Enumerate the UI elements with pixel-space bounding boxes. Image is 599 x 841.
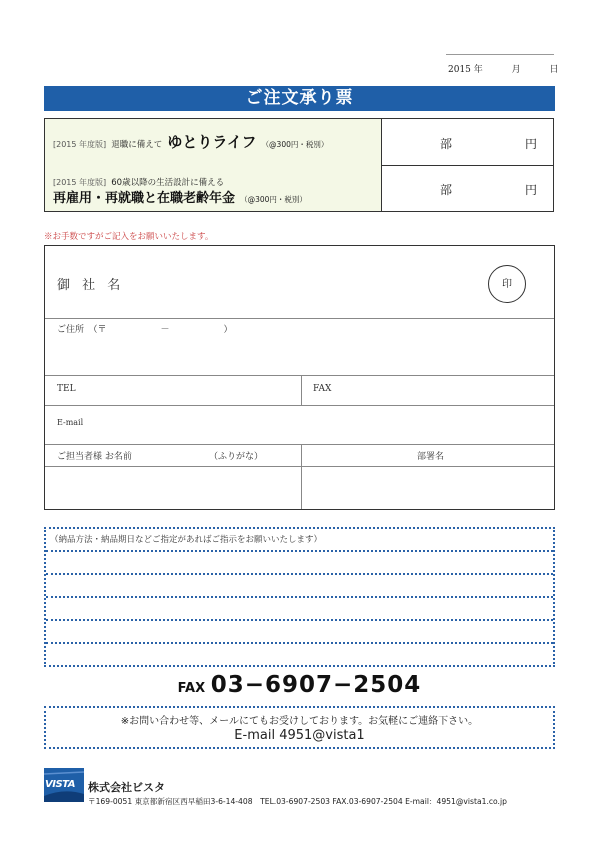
notes-line	[46, 550, 553, 552]
department-label: 部署名	[417, 452, 445, 462]
contact-person-field[interactable]	[45, 467, 301, 509]
product-info	[45, 119, 382, 165]
unit-yen: 円	[525, 137, 538, 151]
furigana-label: （ふりがな）	[209, 452, 264, 462]
notes-hint: （納品方法・納品期日などご指定があればご指示をお願いいたします）	[50, 535, 323, 545]
product-lead: 60歳以降の生活設計に備える	[111, 178, 225, 188]
footer-company-name: 株式会社ビスタ	[88, 781, 165, 794]
unit-copies: 部	[440, 137, 453, 151]
notes-line	[46, 573, 553, 575]
order-form	[44, 245, 555, 510]
product-price: （@300円・税別）	[240, 195, 307, 204]
product-name: 再雇用・再就職と在職老齢年金	[53, 191, 236, 206]
notes-line	[46, 642, 553, 644]
fax-number-label: FAX	[177, 681, 206, 696]
tel-label: TEL	[57, 384, 76, 394]
product-price: （@300円・税別）	[261, 140, 329, 149]
email-label: E-mail	[57, 418, 84, 427]
date-day: 日	[549, 65, 559, 75]
seal-circle: 印	[488, 265, 526, 303]
date-row	[448, 62, 558, 75]
footer-address: 〒169-0051 東京都新宿区西早稲田3-6-14-408 TEL.03-6907-2503 FAX.03-6907-2504 E-mail：4951@vista1.co.jp	[88, 797, 507, 806]
product-row	[45, 119, 553, 166]
product-edition: [2015 年度版]	[53, 140, 107, 149]
notes-line	[46, 596, 553, 598]
title-banner: ご注文承り票	[44, 86, 555, 111]
product-name: ゆとりライフ	[167, 133, 257, 151]
logo-text: VISTA	[45, 779, 75, 790]
product-info	[45, 165, 382, 211]
department-field[interactable]	[302, 467, 554, 509]
fax-number: 03−6907−2504	[210, 672, 422, 698]
tel-field[interactable]	[45, 376, 301, 405]
fax-field[interactable]	[302, 376, 554, 405]
fax-label: FAX	[313, 384, 332, 394]
notes-area[interactable]	[44, 527, 555, 667]
date-month: 月	[511, 65, 521, 75]
notice-text: ※お手数ですがご記入をお願いいたします。	[44, 232, 214, 242]
contact-email[interactable]: E-mail 4951@vista1	[234, 728, 365, 743]
unit-copies: 部	[440, 183, 453, 197]
divider	[45, 444, 554, 445]
product-quantity-field[interactable]	[382, 165, 553, 211]
date-year: 2015 年	[448, 65, 483, 75]
product-table	[44, 118, 554, 212]
contact-box	[44, 706, 555, 749]
date-rule	[446, 54, 554, 55]
email-field[interactable]	[45, 406, 554, 444]
address-field[interactable]	[45, 319, 554, 375]
product-lead: 退職に備えて	[111, 140, 163, 150]
contact-message: ※お問い合わせ等、メールにてもお受けしております。お気軽にご連絡下さい。	[120, 716, 479, 727]
fax-number-block	[0, 672, 599, 698]
company-name-label: 御 社 名	[57, 278, 125, 293]
unit-yen: 円	[525, 183, 538, 197]
company-name-field[interactable]	[45, 246, 554, 318]
product-row	[45, 165, 553, 211]
product-edition: [2015 年度版]	[53, 178, 107, 187]
product-quantity-field[interactable]	[382, 119, 553, 165]
contact-person-label: ご担当者様 お名前	[57, 452, 132, 462]
company-logo	[44, 768, 84, 802]
notes-line	[46, 619, 553, 621]
address-label: ご住所 （〒 － ）	[57, 325, 233, 335]
